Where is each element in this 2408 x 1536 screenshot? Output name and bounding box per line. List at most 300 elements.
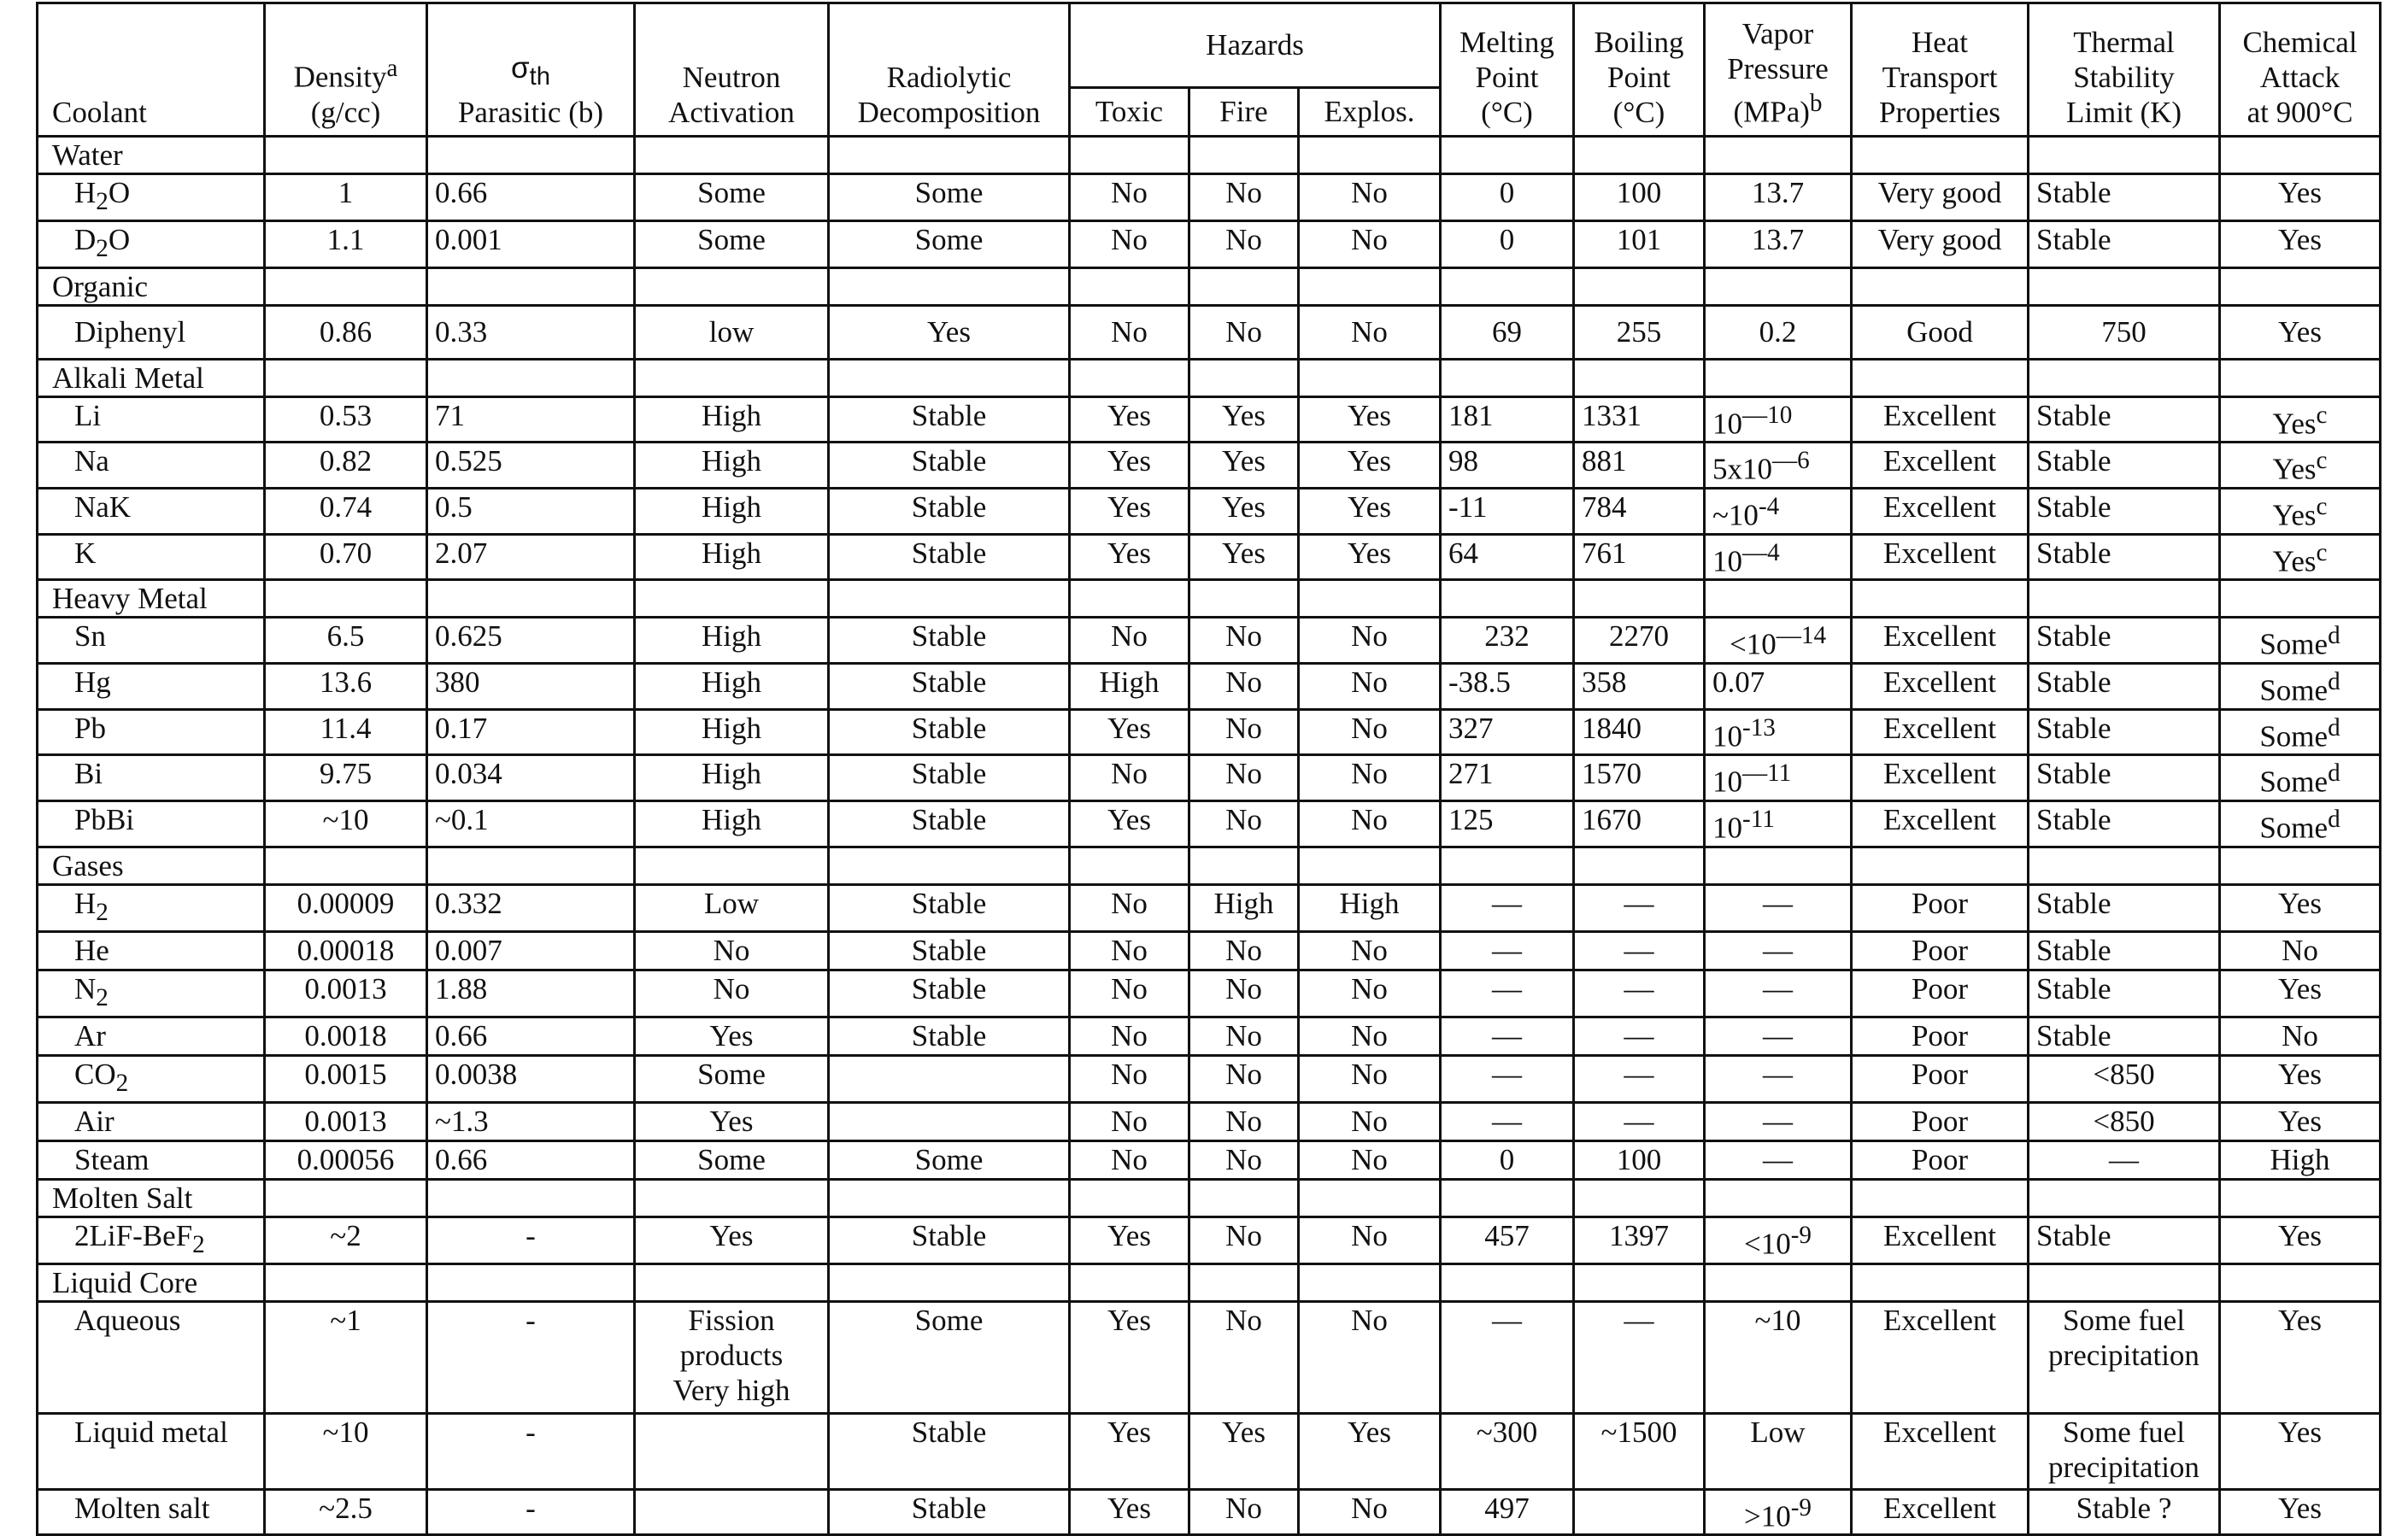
melting-cell: —	[1441, 1301, 1574, 1413]
coolant-name: Bi	[38, 755, 265, 801]
radiolytic-cell: Some	[829, 1301, 1070, 1413]
coolant-name: Sn	[38, 618, 265, 664]
activation-cell: No	[635, 931, 829, 970]
toxic-cell: No	[1070, 970, 1189, 1017]
vapor-cell: —	[1705, 1102, 1852, 1140]
fire-cell: No	[1189, 1055, 1299, 1102]
heat-cell: Poor	[1852, 970, 2029, 1017]
toxic-cell: No	[1070, 1017, 1189, 1055]
heat-cell: Excellent	[1852, 396, 2029, 443]
thermal-cell: Stable	[2029, 396, 2220, 443]
radiolytic-cell	[829, 1055, 1070, 1102]
melting-cell: 271	[1441, 755, 1574, 801]
radiolytic-cell: Stable	[829, 709, 1070, 755]
radiolytic-cell: Stable	[829, 1017, 1070, 1055]
density-cell: 0.86	[265, 305, 427, 359]
boiling-cell: 100	[1574, 173, 1705, 220]
table-row	[38, 173, 2381, 220]
explos-cell: No	[1299, 755, 1441, 801]
heat-cell: Excellent	[1852, 1216, 2029, 1263]
chemical-cell: Yes	[2220, 305, 2381, 359]
chemical-cell: Yes	[2220, 970, 2381, 1017]
coolant-name: Li	[38, 396, 265, 443]
coolant-name: Diphenyl	[38, 305, 265, 359]
chemical-cell: Yes	[2220, 1489, 2381, 1535]
melting-cell: 64	[1441, 534, 1574, 580]
table-container	[36, 2, 2382, 1536]
sigma-cell: 0.5	[427, 488, 635, 534]
toxic-cell: High	[1070, 663, 1189, 709]
header-sigma: $\sigma_{th}$ Parasitic (b)	[427, 3, 635, 137]
fire-cell: No	[1189, 618, 1299, 664]
density-cell: 0.00056	[265, 1140, 427, 1179]
fire-cell: No	[1189, 663, 1299, 709]
header-explos: Explos.	[1299, 87, 1441, 136]
sigma-cell: 0.17	[427, 709, 635, 755]
melting-cell: -11	[1441, 488, 1574, 534]
activation-cell: High	[635, 443, 829, 489]
thermal-cell: Stable	[2029, 534, 2220, 580]
toxic-cell: Yes	[1070, 709, 1189, 755]
activation-cell: High	[635, 755, 829, 801]
category-row-molten-salt	[38, 1179, 2381, 1216]
activation-cell: High	[635, 488, 829, 534]
toxic-cell: Yes	[1070, 534, 1189, 580]
melting-cell: —	[1441, 1055, 1574, 1102]
explos-cell: No	[1299, 618, 1441, 664]
melting-cell: 232	[1441, 618, 1574, 664]
coolant-name: Aqueous	[38, 1301, 265, 1413]
vapor-cell: —	[1705, 1055, 1852, 1102]
fire-cell: No	[1189, 173, 1299, 220]
toxic-cell: No	[1070, 755, 1189, 801]
table-row	[38, 220, 2381, 267]
coolant-name: Ar	[38, 1017, 265, 1055]
melting-cell: 0	[1441, 1140, 1574, 1179]
radiolytic-cell: Stable	[829, 755, 1070, 801]
table-row	[38, 1055, 2381, 1102]
header-vapor: Vapor Pressure (MPa)$^b$	[1705, 3, 1852, 137]
vapor-cell: —	[1705, 970, 1852, 1017]
sigma-cell: 2.07	[427, 534, 635, 580]
sigma-cell: 0.33	[427, 305, 635, 359]
fire-cell: No	[1189, 220, 1299, 267]
vapor-cell: $<10^{—14}$	[1705, 618, 1852, 664]
sigma-cell: -	[427, 1489, 635, 1535]
sigma-cell: 71	[427, 396, 635, 443]
header-boiling: Boiling Point (°C)	[1574, 3, 1705, 137]
activation-cell: Some	[635, 220, 829, 267]
coolant-name: Pb	[38, 709, 265, 755]
heat-cell: Good	[1852, 305, 2029, 359]
table-row	[38, 1489, 2381, 1535]
fire-cell: No	[1189, 755, 1299, 801]
melting-cell: 457	[1441, 1216, 1574, 1263]
vapor-cell: $10^{—11}$	[1705, 755, 1852, 801]
header-melting: Melting Point (°C)	[1441, 3, 1574, 137]
chemical-cell: Yes$^c$	[2220, 396, 2381, 443]
heat-cell: Very good	[1852, 220, 2029, 267]
density-cell: 0.0013	[265, 1102, 427, 1140]
sigma-cell: 0.007	[427, 931, 635, 970]
density-cell: ~10	[265, 1413, 427, 1489]
thermal-cell: Stable	[2029, 618, 2220, 664]
table-row	[38, 488, 2381, 534]
radiolytic-cell: Yes	[829, 305, 1070, 359]
vapor-cell: ~10	[1705, 1301, 1852, 1413]
boiling-cell: 881	[1574, 443, 1705, 489]
boiling-cell: —	[1574, 1102, 1705, 1140]
thermal-cell: <850	[2029, 1102, 2220, 1140]
category-label: Alkali Metal	[38, 359, 265, 396]
toxic-cell: No	[1070, 173, 1189, 220]
toxic-cell: Yes	[1070, 1301, 1189, 1413]
table-row	[38, 1413, 2381, 1489]
density-cell: ~2	[265, 1216, 427, 1263]
heat-cell: Excellent	[1852, 709, 2029, 755]
density-cell: 1.1	[265, 220, 427, 267]
thermal-cell: Stable	[2029, 755, 2220, 801]
activation-cell: High	[635, 618, 829, 664]
thermal-cell: Stable	[2029, 173, 2220, 220]
coolant-name: $N_2$	[38, 970, 265, 1017]
table-row	[38, 1017, 2381, 1055]
thermal-cell: Some fuel precipitation	[2029, 1413, 2220, 1489]
thermal-cell: Stable	[2029, 884, 2220, 931]
activation-cell: High	[635, 800, 829, 847]
category-label: Molten Salt	[38, 1179, 265, 1216]
coolant-name: $H_2O$	[38, 173, 265, 220]
explos-cell: No	[1299, 305, 1441, 359]
table-row	[38, 970, 2381, 1017]
fire-cell: Yes	[1189, 396, 1299, 443]
coolant-name: $D_2O$	[38, 220, 265, 267]
activation-cell	[635, 1489, 829, 1535]
radiolytic-cell: Stable	[829, 1489, 1070, 1535]
chemical-cell: Some$^d$	[2220, 663, 2381, 709]
category-row-organic	[38, 267, 2381, 305]
toxic-cell: Yes	[1070, 800, 1189, 847]
density-cell: 11.4	[265, 709, 427, 755]
boiling-cell: —	[1574, 970, 1705, 1017]
header-heat: Heat Transport Properties	[1852, 3, 2029, 137]
table-row	[38, 305, 2381, 359]
fire-cell: No	[1189, 970, 1299, 1017]
explos-cell: No	[1299, 931, 1441, 970]
heat-cell: Excellent	[1852, 618, 2029, 664]
table-row	[38, 800, 2381, 847]
toxic-cell: No	[1070, 1055, 1189, 1102]
vapor-cell: $10^{-11}$	[1705, 800, 1852, 847]
table-row	[38, 396, 2381, 443]
density-cell: 0.74	[265, 488, 427, 534]
chemical-cell: No	[2220, 931, 2381, 970]
explos-cell: No	[1299, 1017, 1441, 1055]
fire-cell: No	[1189, 1489, 1299, 1535]
chemical-cell: Yes$^c$	[2220, 534, 2381, 580]
thermal-cell: <850	[2029, 1055, 2220, 1102]
toxic-cell: No	[1070, 1102, 1189, 1140]
chemical-cell: No	[2220, 1017, 2381, 1055]
melting-cell: —	[1441, 1017, 1574, 1055]
chemical-cell: Some$^d$	[2220, 755, 2381, 801]
header-fire: Fire	[1189, 87, 1299, 136]
density-cell: 0.0015	[265, 1055, 427, 1102]
radiolytic-cell: Some	[829, 1140, 1070, 1179]
coolant-name: K	[38, 534, 265, 580]
melting-cell: 497	[1441, 1489, 1574, 1535]
radiolytic-cell	[829, 1102, 1070, 1140]
header-activation: Neutron Activation	[635, 3, 829, 137]
explos-cell: Yes	[1299, 534, 1441, 580]
sigma-cell: 0.332	[427, 884, 635, 931]
density-cell: 0.53	[265, 396, 427, 443]
radiolytic-cell: Some	[829, 220, 1070, 267]
category-label: Liquid Core	[38, 1263, 265, 1301]
heat-cell: Excellent	[1852, 800, 2029, 847]
activation-cell: Some	[635, 173, 829, 220]
coolant-name: Hg	[38, 663, 265, 709]
radiolytic-cell: Stable	[829, 488, 1070, 534]
radiolytic-cell: Stable	[829, 931, 1070, 970]
activation-cell: low	[635, 305, 829, 359]
coolant-name: 2LiF-BeF$_2$	[38, 1216, 265, 1263]
vapor-cell: 13.7	[1705, 173, 1852, 220]
boiling-cell: ~1500	[1574, 1413, 1705, 1489]
boiling-cell: 761	[1574, 534, 1705, 580]
explos-cell: Yes	[1299, 443, 1441, 489]
sigma-cell: 0.001	[427, 220, 635, 267]
melting-cell: 98	[1441, 443, 1574, 489]
melting-cell: —	[1441, 884, 1574, 931]
boiling-cell: —	[1574, 931, 1705, 970]
activation-cell: High	[635, 396, 829, 443]
coolant-name: Air	[38, 1102, 265, 1140]
thermal-cell: Stable	[2029, 709, 2220, 755]
fire-cell: No	[1189, 709, 1299, 755]
chemical-cell: Yes	[2220, 1301, 2381, 1413]
activation-cell: Low	[635, 884, 829, 931]
fire-cell: No	[1189, 1216, 1299, 1263]
explos-cell: High	[1299, 884, 1441, 931]
density-cell: 9.75	[265, 755, 427, 801]
boiling-cell: 101	[1574, 220, 1705, 267]
density-cell: ~10	[265, 800, 427, 847]
heat-cell: Excellent	[1852, 443, 2029, 489]
boiling-cell	[1574, 1489, 1705, 1535]
heat-cell: Excellent	[1852, 755, 2029, 801]
chemical-cell: Yes	[2220, 884, 2381, 931]
explos-cell: No	[1299, 220, 1441, 267]
header-coolant: Coolant	[38, 3, 265, 137]
sigma-cell: -	[427, 1301, 635, 1413]
thermal-cell: —	[2029, 1140, 2220, 1179]
radiolytic-cell: Stable	[829, 396, 1070, 443]
coolant-name: PbBi	[38, 800, 265, 847]
heat-cell: Poor	[1852, 931, 2029, 970]
thermal-cell: Stable	[2029, 931, 2220, 970]
activation-cell: Yes	[635, 1017, 829, 1055]
chemical-cell: Yes	[2220, 1055, 2381, 1102]
vapor-cell: $5x10^{—6}$	[1705, 443, 1852, 489]
sigma-cell: 0.034	[427, 755, 635, 801]
thermal-cell: Stable	[2029, 488, 2220, 534]
chemical-cell: Yes	[2220, 1216, 2381, 1263]
melting-cell: —	[1441, 970, 1574, 1017]
heat-cell: Excellent	[1852, 663, 2029, 709]
thermal-cell: Stable	[2029, 1216, 2220, 1263]
boiling-cell: —	[1574, 1017, 1705, 1055]
category-label: Heavy Metal	[38, 580, 265, 618]
fire-cell: No	[1189, 1102, 1299, 1140]
category-row-water	[38, 136, 2381, 173]
melting-cell: —	[1441, 1102, 1574, 1140]
thermal-cell: Stable	[2029, 800, 2220, 847]
table-header	[38, 3, 2381, 137]
heat-cell: Excellent	[1852, 488, 2029, 534]
chemical-cell: Some$^d$	[2220, 800, 2381, 847]
thermal-cell: Stable	[2029, 970, 2220, 1017]
density-cell: 0.00009	[265, 884, 427, 931]
vapor-cell: 0.2	[1705, 305, 1852, 359]
fire-cell: Yes	[1189, 443, 1299, 489]
explos-cell: No	[1299, 800, 1441, 847]
vapor-cell: —	[1705, 1017, 1852, 1055]
density-cell: ~1	[265, 1301, 427, 1413]
table-row	[38, 618, 2381, 664]
explos-cell: No	[1299, 663, 1441, 709]
melting-cell: -38.5	[1441, 663, 1574, 709]
melting-cell: 0	[1441, 173, 1574, 220]
activation-cell: No	[635, 970, 829, 1017]
radiolytic-cell: Stable	[829, 618, 1070, 664]
vapor-cell: $>10^{-9}$	[1705, 1489, 1852, 1535]
boiling-cell: 1397	[1574, 1216, 1705, 1263]
header-toxic: Toxic	[1070, 87, 1189, 136]
melting-cell: —	[1441, 931, 1574, 970]
explos-cell: No	[1299, 173, 1441, 220]
toxic-cell: No	[1070, 884, 1189, 931]
thermal-cell: Stable	[2029, 220, 2220, 267]
vapor-cell: $10^{-13}$	[1705, 709, 1852, 755]
coolant-name: He	[38, 931, 265, 970]
toxic-cell: Yes	[1070, 1489, 1189, 1535]
density-cell: 0.00018	[265, 931, 427, 970]
toxic-cell: Yes	[1070, 1413, 1189, 1489]
chemical-cell: Some$^d$	[2220, 709, 2381, 755]
melting-cell: 327	[1441, 709, 1574, 755]
vapor-cell: $10^{—4}$	[1705, 534, 1852, 580]
category-label: Water	[38, 136, 265, 173]
category-row-alkali-metal	[38, 359, 2381, 396]
table-row	[38, 443, 2381, 489]
thermal-cell: Stable ?	[2029, 1489, 2220, 1535]
vapor-cell: 13.7	[1705, 220, 1852, 267]
boiling-cell: 1570	[1574, 755, 1705, 801]
boiling-cell: 2270	[1574, 618, 1705, 664]
explos-cell: Yes	[1299, 396, 1441, 443]
category-row-gases	[38, 847, 2381, 884]
melting-cell: 181	[1441, 396, 1574, 443]
chemical-cell: Yes	[2220, 220, 2381, 267]
fire-cell: No	[1189, 1140, 1299, 1179]
coolant-name: $H_2$	[38, 884, 265, 931]
density-cell: 0.0013	[265, 970, 427, 1017]
density-cell: 0.0018	[265, 1017, 427, 1055]
header-thermal: Thermal Stability Limit (K)	[2029, 3, 2220, 137]
fire-cell: No	[1189, 800, 1299, 847]
fire-cell: Yes	[1189, 488, 1299, 534]
sigma-cell: ~0.1	[427, 800, 635, 847]
header-radiolytic: Radiolytic Decomposition	[829, 3, 1070, 137]
table-row	[38, 755, 2381, 801]
boiling-cell: 100	[1574, 1140, 1705, 1179]
sigma-cell: 0.66	[427, 1017, 635, 1055]
toxic-cell: Yes	[1070, 396, 1189, 443]
fire-cell: High	[1189, 884, 1299, 931]
boiling-cell: —	[1574, 1301, 1705, 1413]
vapor-cell: 0.07	[1705, 663, 1852, 709]
density-cell: 13.6	[265, 663, 427, 709]
thermal-cell: Stable	[2029, 1017, 2220, 1055]
vapor-cell: $10^{—10}$	[1705, 396, 1852, 443]
vapor-cell: $\sim 10^{-4}$	[1705, 488, 1852, 534]
coolant-name: Steam	[38, 1140, 265, 1179]
radiolytic-cell: Stable	[829, 1216, 1070, 1263]
fire-cell: Yes	[1189, 534, 1299, 580]
vapor-cell: $<10^{-9}$	[1705, 1216, 1852, 1263]
explos-cell: No	[1299, 1301, 1441, 1413]
header-row-top	[38, 3, 2381, 88]
chemical-cell: Yes$^c$	[2220, 488, 2381, 534]
sigma-cell: 0.66	[427, 1140, 635, 1179]
category-label: Gases	[38, 847, 265, 884]
density-cell: 6.5	[265, 618, 427, 664]
boiling-cell: 1670	[1574, 800, 1705, 847]
chemical-cell: Yes	[2220, 1413, 2381, 1489]
chemical-cell: Yes$^c$	[2220, 443, 2381, 489]
sigma-cell: 0.0038	[427, 1055, 635, 1102]
fire-cell: No	[1189, 1017, 1299, 1055]
explos-cell: No	[1299, 1102, 1441, 1140]
radiolytic-cell: Stable	[829, 534, 1070, 580]
boiling-cell: —	[1574, 1055, 1705, 1102]
thermal-cell: Stable	[2029, 663, 2220, 709]
activation-cell: Yes	[635, 1102, 829, 1140]
heat-cell: Poor	[1852, 1140, 2029, 1179]
table-row	[38, 1102, 2381, 1140]
sigma-cell: 0.525	[427, 443, 635, 489]
chemical-cell: Yes	[2220, 173, 2381, 220]
melting-cell: ~300	[1441, 1413, 1574, 1489]
toxic-cell: Yes	[1070, 1216, 1189, 1263]
sigma-cell: 0.625	[427, 618, 635, 664]
boiling-cell: —	[1574, 884, 1705, 931]
coolant-name: Na	[38, 443, 265, 489]
coolant-name: NaK	[38, 488, 265, 534]
vapor-cell: Low	[1705, 1413, 1852, 1489]
vapor-cell: —	[1705, 884, 1852, 931]
radiolytic-cell: Stable	[829, 884, 1070, 931]
toxic-cell: No	[1070, 931, 1189, 970]
radiolytic-cell: Stable	[829, 443, 1070, 489]
explos-cell: No	[1299, 1055, 1441, 1102]
density-cell: 0.70	[265, 534, 427, 580]
thermal-cell: Some fuel precipitation	[2029, 1301, 2220, 1413]
fire-cell: No	[1189, 931, 1299, 970]
sigma-cell: 0.66	[427, 173, 635, 220]
fire-cell: No	[1189, 305, 1299, 359]
